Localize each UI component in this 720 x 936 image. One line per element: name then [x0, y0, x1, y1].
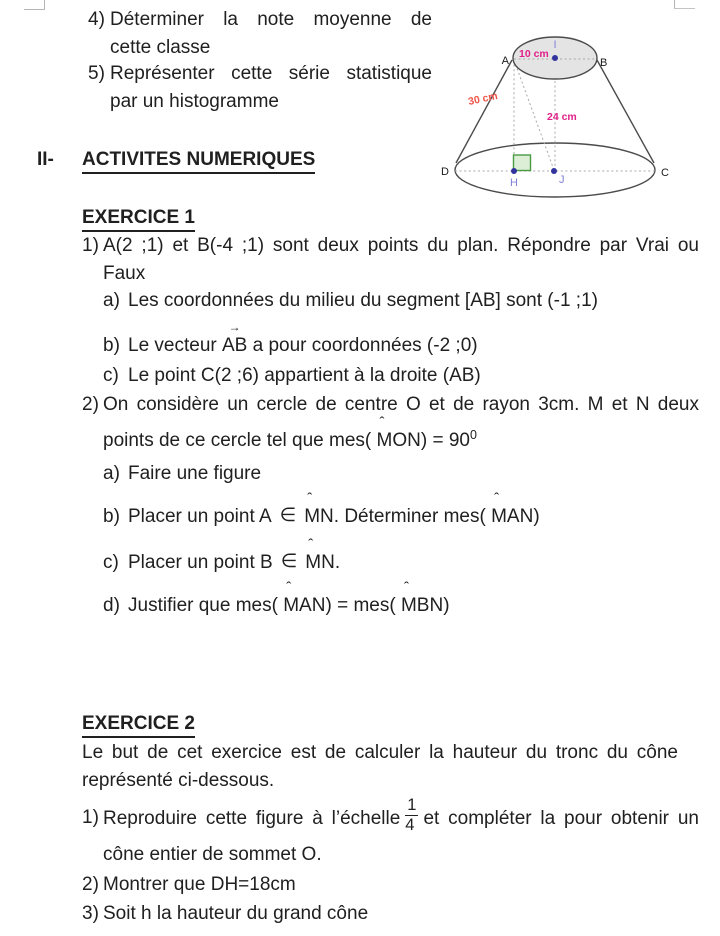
point-label-a: A	[501, 55, 509, 67]
exercise2-title: EXERCICE 2	[82, 713, 195, 738]
question-text-line: Reproduire cette figure à l’échelle $\frac{1}{4}$ et compléter la pour obtenir un	[103, 795, 699, 835]
subitem-letter: c)	[103, 552, 119, 573]
subitem-text: a pour coordonnées (-2 ;0)	[247, 335, 478, 356]
angle-mon: ˆ MON	[376, 414, 421, 451]
element-of-symbol: ∈	[280, 551, 298, 572]
intro-text-line: représenté ci-dessous.	[82, 770, 275, 791]
subitem-letter: c)	[103, 365, 119, 386]
fraction-one-quarter: $\frac{1}{4}$	[405, 795, 417, 835]
point-label-b: B	[600, 57, 608, 69]
vector-ab: → AB	[222, 320, 248, 356]
section-numeral: II-	[37, 149, 54, 170]
measure-top-diameter: 10 cm	[519, 48, 549, 60]
ex2-q2	[82, 871, 296, 899]
angle-hat-icon: ˆ	[403, 579, 409, 596]
item-text-line: Déterminer la note moyenne de	[110, 9, 432, 30]
angle-hat-icon: ˆ	[379, 414, 385, 431]
superscript-zero: 0	[469, 428, 477, 442]
question-number: 1)	[82, 807, 99, 828]
ex1-q1	[82, 232, 699, 288]
section-heading	[37, 146, 315, 174]
point-label-d: D	[441, 166, 449, 178]
element-of-symbol: ∈	[279, 505, 297, 526]
ex2-q1	[82, 795, 699, 840]
ex1-q1c	[103, 362, 481, 390]
arc-mn: ˆ MN	[305, 536, 335, 573]
question-text: ) = 90	[420, 430, 470, 451]
subitem-letter: a)	[103, 463, 120, 484]
ex1-q2-line1	[82, 391, 699, 419]
subitem-text: )	[443, 595, 450, 616]
point-label-i: I	[553, 39, 557, 51]
exercise1-title-row	[82, 204, 195, 232]
vector-arrow-icon: →	[228, 320, 241, 334]
ex1-q2d	[103, 579, 450, 620]
subitem-text: Les coordonnées du milieu du segment [AB] sont (-1 ;1)	[128, 290, 598, 311]
question-text-line: On considère un cercle de centre O et de rayon 3cm. M et N deux	[103, 394, 699, 415]
exercise1-title: EXERCICE 1	[82, 207, 195, 232]
angle-hat-icon: ˆ	[286, 579, 292, 596]
ex2-intro	[82, 739, 678, 795]
item-text-line: par un histogramme	[110, 91, 279, 112]
point-i-dot	[552, 55, 558, 61]
subitem-text: Placer un point A	[128, 506, 272, 527]
cone-frustum-figure	[433, 22, 695, 204]
ex1-q2c	[103, 536, 341, 577]
angle-man: ˆ MAN	[283, 579, 326, 616]
point-j-dot	[551, 168, 557, 174]
page-margin-corner-right	[674, 0, 695, 9]
subitem-letter: d)	[103, 595, 120, 616]
item-number: 5)	[88, 63, 105, 84]
angle-hat-icon: ˆ	[494, 490, 500, 507]
subitem-text: Justifier que mes(	[128, 595, 284, 616]
question-text-line: Faux	[103, 263, 146, 284]
question-text: Soit h la hauteur du grand cône	[103, 903, 369, 924]
page-margin-corner-left	[24, 0, 45, 10]
ex1-q2b	[103, 490, 540, 531]
ex1-q2-line2	[103, 414, 477, 456]
point-label-c: C	[661, 167, 669, 179]
list-item-4	[88, 6, 432, 62]
subitem-letter: a)	[103, 290, 120, 311]
list-item-5	[88, 60, 432, 116]
subitem-text: .	[334, 552, 341, 573]
question-text-line: A(2 ;1) et B(-4 ;1) sont deux points du plan. Répondre par Vrai ou	[103, 235, 699, 256]
measure-axis-height: 24 cm	[547, 111, 577, 123]
question-number: 2)	[82, 874, 99, 895]
point-h-dot	[511, 168, 517, 174]
angle-mbn: ˆ MBN	[400, 579, 444, 616]
question-text: Montrer que DH=18cm	[103, 874, 296, 895]
question-text: points de ce cercle tel que mes(	[103, 430, 377, 451]
subitem-text: Placer un point B	[128, 552, 273, 573]
subitem-text: . Déterminer mes(	[333, 506, 492, 527]
subitem-letter: b)	[103, 506, 120, 527]
ex1-q2a	[103, 460, 261, 488]
arc-mn: ˆ MN	[304, 490, 334, 527]
question-number: 3)	[82, 903, 99, 924]
intro-text-line: Le but de cet exercice est de calculer la hauteur du tronc du cône	[82, 742, 678, 763]
section-title: ACTIVITES NUMERIQUES	[82, 149, 315, 174]
arc-hat-icon: ˆ	[308, 536, 314, 553]
subitem-letter: b)	[103, 335, 120, 356]
item-text-line: Représenter cette série statistique	[110, 63, 432, 84]
right-angle-square	[514, 155, 531, 171]
exercise2-title-row	[82, 710, 195, 738]
arc-hat-icon: ˆ	[307, 490, 313, 507]
ex2-q3	[82, 900, 368, 928]
ex1-q1a	[103, 287, 598, 315]
point-label-j: J	[559, 174, 565, 186]
question-number: 2)	[82, 394, 99, 415]
ex2-q1-line2: cône entier de sommet O.	[103, 844, 322, 865]
subitem-text: )	[533, 506, 540, 527]
angle-man: ˆ MAN	[491, 490, 534, 527]
subitem-text: Le point C(2 ;6) appartient à la droite (AB)	[128, 365, 481, 386]
point-label-h: H	[510, 177, 518, 189]
measure-slant-height: 30 cm	[467, 90, 499, 108]
item-number: 4)	[88, 9, 105, 30]
ex1-q1b	[103, 320, 478, 360]
subitem-text: Faire une figure	[128, 463, 262, 484]
subitem-text: Le vecteur	[128, 335, 222, 356]
subitem-text: ) = mes(	[325, 595, 401, 616]
question-number: 1)	[82, 235, 99, 256]
item-text-line: cette classe	[110, 37, 211, 58]
